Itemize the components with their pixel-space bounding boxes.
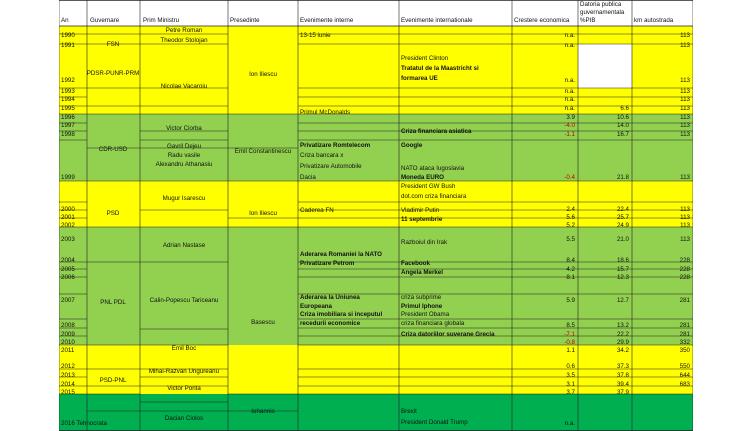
km-cell: 228 <box>679 274 690 281</box>
table-row <box>59 345 693 369</box>
header-prim-ministru: Prim Ministru <box>143 17 180 24</box>
prime-minister-cell: Mugur Isarescu <box>162 195 206 202</box>
debt-cell: 22.2 <box>616 331 629 338</box>
table-row <box>59 34 693 44</box>
growth-cell: n.a. <box>564 42 575 49</box>
debt-cell: 18.6 <box>616 257 629 264</box>
growth-cell: 8.4 <box>566 257 575 264</box>
debt-cell: 37.3 <box>616 363 629 370</box>
international-event: 11 septembrie <box>401 216 443 223</box>
header-crestere-economica: Crestere economica <box>514 17 570 24</box>
header-an: An <box>61 17 69 24</box>
international-event: Primul Iphone <box>401 303 443 310</box>
growth-cell: 8.1 <box>566 274 575 281</box>
growth-cell: 5.9 <box>566 297 575 304</box>
growth-cell: n.a. <box>564 420 575 427</box>
km-cell: 281 <box>679 322 690 329</box>
header-presedinte: Presedinte <box>230 17 260 24</box>
year-cell: 2007 <box>61 297 75 304</box>
year-cell: 2011 <box>61 347 75 354</box>
debt-cell: 13.2 <box>616 322 629 329</box>
debt-cell: 21.0 <box>616 236 629 243</box>
international-event: Vladimir Putin <box>401 207 440 214</box>
km-cell: 281 <box>679 297 690 304</box>
debt-cell: 10.6 <box>616 114 629 121</box>
growth-cell: n.a. <box>564 77 575 84</box>
km-cell: 113 <box>680 96 690 103</box>
president-cell: Emil Constantinescu <box>234 148 292 155</box>
header-guvernare: Guvernare <box>90 17 120 24</box>
km-cell: 113 <box>680 222 690 229</box>
prime-minister-cell: Victor Ciorba <box>166 125 202 132</box>
debt-cell: 14.0 <box>616 122 629 129</box>
table-row <box>59 210 693 218</box>
international-event: criza financiara globala <box>401 320 465 327</box>
internal-event: Criza bancara x <box>300 152 344 159</box>
header-km-autostrada: km autostrada <box>634 17 674 24</box>
year-cell: 1996 <box>61 114 75 121</box>
km-cell: 113 <box>680 105 690 112</box>
table-row <box>59 26 693 34</box>
year-cell: 2016 Tehnocrata <box>61 420 107 427</box>
year-cell: 1991 <box>61 42 75 49</box>
government-cell: CDR-USD <box>98 146 128 153</box>
table-row <box>59 88 693 97</box>
km-cell: 113 <box>680 131 690 138</box>
year-cell: 2004 <box>61 257 75 264</box>
growth-cell: n.a. <box>564 32 575 39</box>
prime-minister-cell: Dacian Ciolos <box>164 415 204 422</box>
growth-cell: n.a. <box>564 105 575 112</box>
km-cell: 350 <box>679 347 690 354</box>
table-row <box>59 97 693 106</box>
growth-cell: 4.2 <box>566 266 575 273</box>
growth-cell: n.a. <box>564 88 575 95</box>
table-row <box>59 277 693 294</box>
year-cell: 2008 <box>61 322 75 329</box>
international-event: criza subprime <box>401 294 442 301</box>
km-cell: 113 <box>680 114 690 121</box>
growth-cell: -1.1 <box>564 131 575 138</box>
km-cell: 113 <box>680 214 690 221</box>
growth-cell: 8.5 <box>566 322 575 329</box>
debt-cell: 24.9 <box>616 222 629 229</box>
growth-cell: -7.1 <box>564 331 575 338</box>
table-row <box>59 181 693 202</box>
international-event: NATO ataca Iugoslavia <box>401 165 465 172</box>
header-evenimente-internationale: Evenimente internationale <box>401 17 473 24</box>
internal-event: Privatizare Romtelecom <box>300 142 371 149</box>
year-cell: 1997 <box>61 122 75 129</box>
international-event: formarea UE <box>401 75 438 82</box>
international-event: Tratatul de la Maastricht si <box>401 65 479 72</box>
international-event: Google <box>401 142 423 149</box>
year-cell: 2006 <box>61 274 75 281</box>
km-cell: 228 <box>679 266 690 273</box>
year-cell: 2002 <box>61 222 75 229</box>
table-row <box>59 106 693 114</box>
year-cell: 2014 <box>61 381 75 388</box>
international-event: President Clinton <box>401 55 449 62</box>
prime-minister-cell: Alexandru Athanasiu <box>155 161 213 168</box>
international-event: Facebook <box>401 260 430 267</box>
growth-cell: n.a. <box>564 96 575 103</box>
international-event: Moneda EURO <box>401 174 444 181</box>
table-row <box>59 269 693 277</box>
year-cell: 2013 <box>61 372 75 379</box>
year-cell: 2015 <box>61 389 75 396</box>
international-event: President Obama <box>401 311 450 318</box>
year-cell: 2009 <box>61 331 75 338</box>
growth-cell: 3.1 <box>566 381 575 388</box>
year-cell: 1998 <box>61 131 75 138</box>
debt-cell: 21.8 <box>616 174 629 181</box>
prime-minister-cell: Mihai-Razvan Ungureanu <box>148 368 220 375</box>
year-cell: 1990 <box>61 32 75 39</box>
international-event: President Donald Trump <box>401 419 468 426</box>
international-event: President GW Bush <box>401 183 456 190</box>
km-cell: 113 <box>680 88 690 95</box>
debt-cell: 34.2 <box>616 347 629 354</box>
prime-minister-cell: Nicolae Vacaroiu <box>160 83 208 90</box>
year-cell: 2012 <box>61 363 75 370</box>
internal-event: Primul McDonalds <box>300 109 351 116</box>
growth-cell: 1.1 <box>566 347 575 354</box>
prime-minister-cell: Victor Ponta <box>167 385 201 392</box>
year-cell: 2010 <box>61 339 75 346</box>
table-row <box>59 218 693 227</box>
growth-cell: 0.6 <box>566 363 575 370</box>
km-cell: 550 <box>679 363 690 370</box>
internal-event: 13-15 iunie <box>300 32 331 39</box>
government-cell: FSN <box>106 41 120 48</box>
international-event: Angela Merkel <box>401 269 443 276</box>
growth-cell: -0.4 <box>564 174 575 181</box>
km-cell: 113 <box>680 122 690 129</box>
president-cell: Basescu <box>251 319 275 326</box>
president-cell: Ion Iliescu <box>249 210 277 217</box>
year-cell: 2003 <box>61 236 75 243</box>
header-datoria-publica: Datoria publica <box>580 1 622 8</box>
km-cell: 228 <box>679 257 690 264</box>
international-event: Criza datoriilor suverane Grecia <box>401 331 495 338</box>
table-row <box>59 202 693 210</box>
table-row <box>59 386 693 394</box>
internal-event: Privatizare Automobile <box>300 163 362 170</box>
growth-cell: 5.5 <box>566 236 575 243</box>
growth-cell: -0.8 <box>564 339 575 346</box>
debt-cell: 12.7 <box>616 297 629 304</box>
debt-cell: 39.4 <box>616 381 629 388</box>
km-cell: 644 <box>679 372 690 379</box>
km-cell: 332 <box>679 339 690 346</box>
km-cell: 113 <box>680 206 690 213</box>
header-datoria-publica: guvernamentala <box>580 9 625 16</box>
debt-cell: 22.4 <box>616 206 629 213</box>
km-cell: 113 <box>680 32 690 39</box>
international-event: Criza financiara asiatica <box>401 128 472 135</box>
debt-cell: 16.7 <box>616 131 629 138</box>
prime-minister-cell: Gavril Dejeu <box>166 143 202 150</box>
growth-cell: -4.0 <box>564 122 575 129</box>
international-event: dot.com criza financiara <box>401 193 467 200</box>
header-evenimente-interne: Evenimente interne <box>300 17 354 24</box>
km-cell: 281 <box>679 331 690 338</box>
year-cell: 2005 <box>61 266 75 273</box>
internal-event: Privatizare Petrom <box>300 260 355 267</box>
km-cell: 113 <box>680 77 690 84</box>
table-row <box>59 262 693 269</box>
table-row <box>59 114 693 123</box>
growth-cell: 3.9 <box>566 114 575 121</box>
government-cell: PNL PDL <box>100 299 126 306</box>
year-cell: 1994 <box>61 96 75 103</box>
debt-cell: 29.9 <box>616 339 629 346</box>
km-cell: 113 <box>680 42 690 49</box>
debt-cell: 15.7 <box>616 266 629 273</box>
km-cell: 683 <box>679 381 690 388</box>
table-row <box>59 319 693 328</box>
internal-event: Dacia <box>300 174 316 181</box>
government-cell: PSD <box>106 210 120 217</box>
year-cell: 1999 <box>61 174 75 181</box>
year-cell: 2001 <box>61 214 75 221</box>
debt-cell: 25.7 <box>616 214 629 221</box>
internal-event: recedurii economice <box>300 320 361 327</box>
government-cell: PDSR-PUNR-PRM <box>86 70 140 77</box>
internal-event: Criza imobiliara si inceputul <box>300 311 383 318</box>
km-cell: 113 <box>680 174 690 181</box>
growth-cell: 3.7 <box>566 389 575 396</box>
president-cell: Ion Iliescu <box>249 71 277 78</box>
table-row <box>59 140 693 181</box>
year-cell: 2000 <box>61 206 75 213</box>
prime-minister-cell: Theodor Stolojan <box>160 37 208 44</box>
prime-minister-cell: Radu vasile <box>167 152 201 159</box>
internal-event: Caderea FN <box>300 207 334 214</box>
internal-event: Europeana <box>300 303 332 310</box>
prime-minister-cell: Petre Roman <box>165 27 203 34</box>
table-row <box>59 394 693 431</box>
table-row <box>59 123 693 131</box>
growth-cell: 2.4 <box>566 206 575 213</box>
government-cell: PSD-PNL <box>99 377 127 384</box>
prime-minister-cell: Calin-Popescu Tariceanu <box>149 297 219 304</box>
internal-event: Aderarea la Uniunea <box>300 294 360 301</box>
spreadsheet-table <box>59 0 693 431</box>
international-event: Razboiul din Irak <box>401 239 448 246</box>
header-datoria-publica: %PIB <box>580 17 596 24</box>
km-cell: 113 <box>680 236 690 243</box>
growth-cell: 3.5 <box>566 372 575 379</box>
prime-minister-cell: Adrian Nastase <box>162 242 206 249</box>
internal-event: Aderarea Romaniei la NATO <box>300 251 382 258</box>
debt-cell: 12.3 <box>616 274 629 281</box>
table-row <box>59 336 693 345</box>
president-cell: Iohannis <box>251 408 275 415</box>
prime-minister-cell: Emil Boc <box>171 345 197 352</box>
year-cell: 1992 <box>61 77 75 84</box>
year-cell: 1995 <box>61 105 75 112</box>
international-event: Brexit <box>401 408 417 415</box>
debt-cell: 37.9 <box>616 389 629 396</box>
debt-cell: 6.6 <box>620 105 629 112</box>
year-cell: 1993 <box>61 88 75 95</box>
growth-cell: 5.2 <box>566 222 575 229</box>
growth-cell: 5.6 <box>566 214 575 221</box>
debt-cell: 37.8 <box>616 372 629 379</box>
table-row <box>59 377 693 386</box>
table-row <box>59 131 693 140</box>
